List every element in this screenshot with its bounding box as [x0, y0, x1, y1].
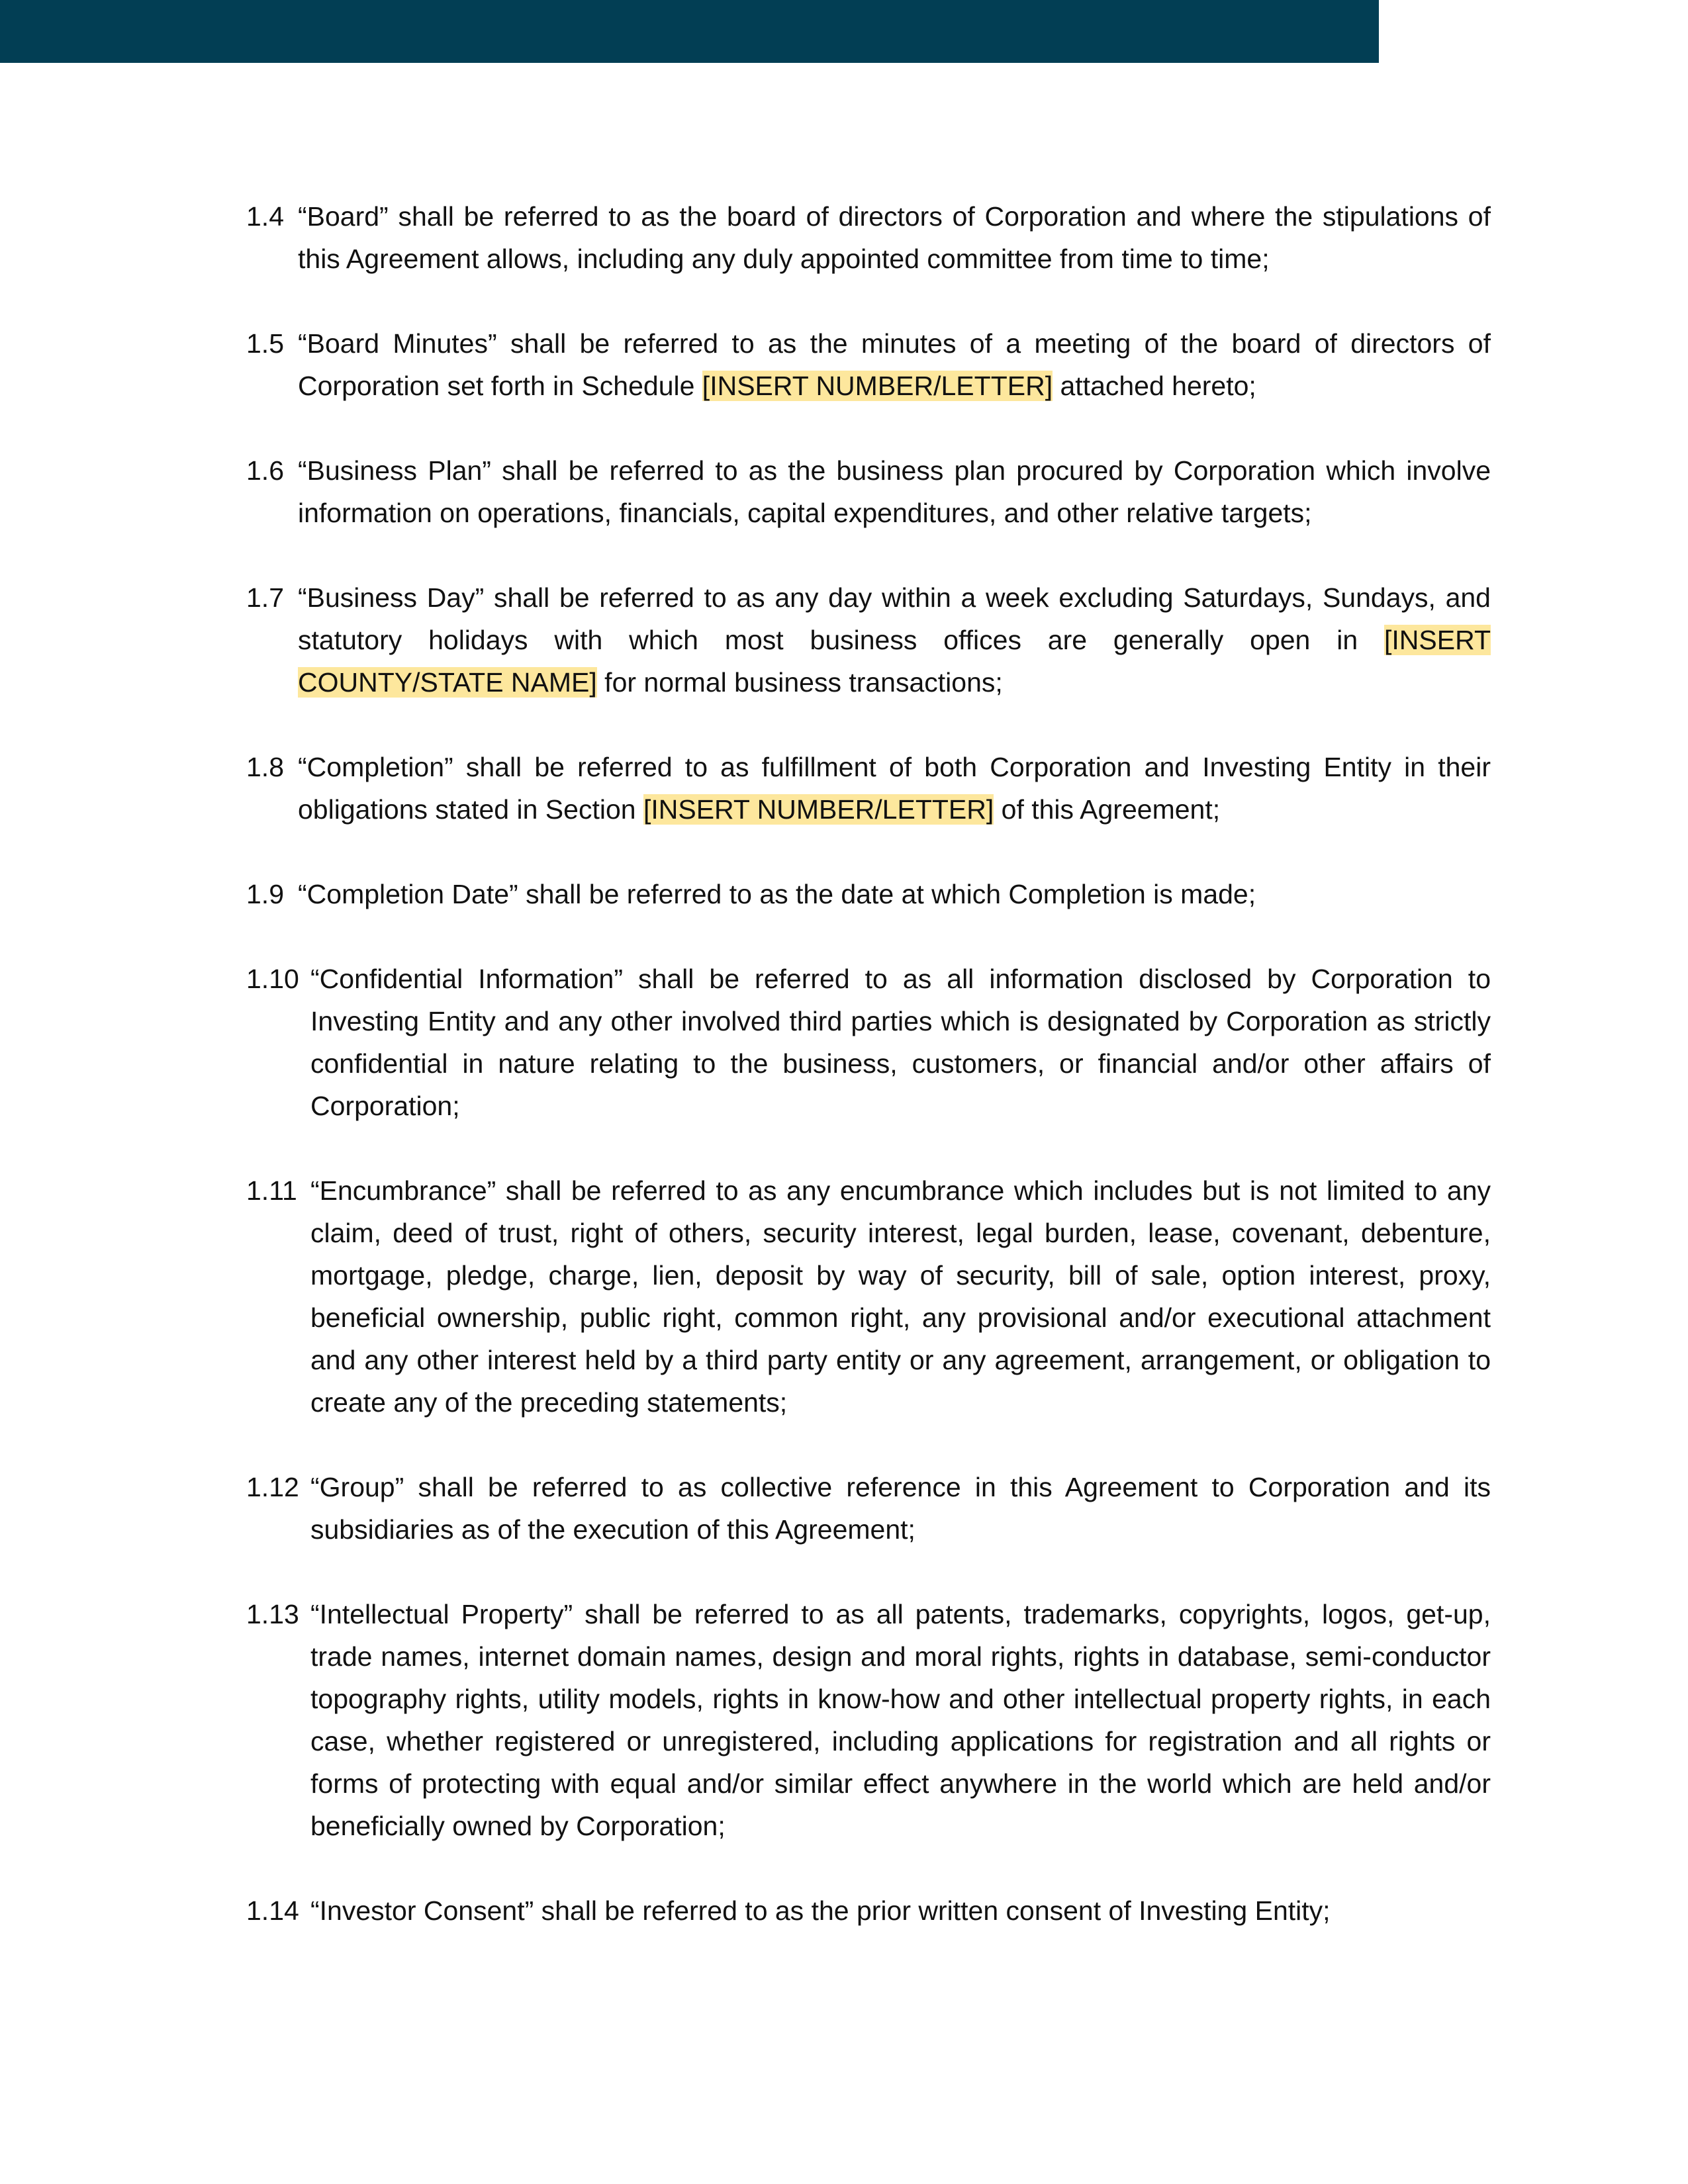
clause-text	[310, 1466, 1491, 1551]
clause-1-11	[246, 1169, 1491, 1424]
clause-text-segment: “Board Minutes” shall be referred to as the minutes of a meeting of the board of directors of Corporation set forth in Schedule	[298, 328, 1491, 401]
clause-1-14	[246, 1889, 1491, 1932]
clause-text-segment: attached hereto;	[1053, 371, 1256, 401]
clause-text	[298, 322, 1491, 407]
clause-text-segment: “Investor Consent” shall be referred to as the prior written consent of Investing Entity;	[310, 1895, 1331, 1926]
placeholder-highlight: [INSERT COUNTY/STATE NAME]	[298, 625, 1491, 698]
clause-text	[310, 958, 1491, 1127]
clause-number: 1.10	[246, 964, 299, 994]
clause-text	[298, 195, 1491, 280]
clause-1-8	[246, 746, 1491, 831]
clause-number: 1.8	[246, 752, 284, 782]
clause-1-7	[246, 576, 1491, 704]
clause-1-13	[246, 1593, 1491, 1847]
clause-number: 1.9	[246, 879, 284, 909]
clause-number: 1.4	[246, 201, 284, 232]
clause-text-segment: “Board” shall be referred to as the board of directors of Corporation and where the stipulations of this Agreement allows, including any duly appointed committee from time to time;	[298, 201, 1491, 274]
clause-number: 1.7	[246, 582, 284, 613]
clause-1-10	[246, 958, 1491, 1127]
clause-text	[298, 576, 1491, 704]
clause-text-segment: “Encumbrance” shall be referred to as any encumbrance which includes but is not limited to any claim, deed of trust, right of others, security interest, legal burden, lease, covenant, debenture, mortgage, pledge, charge, lien, deposit by way of security, bill of sale, option interest, proxy, beneficial ownership, public right, common right, any provisional and/or executional attachment and any other interest held by a third party entity or any agreement, arrangement, or obligation to create any of the preceding statements;	[310, 1175, 1491, 1418]
clause-text-segment: “Business Plan” shall be referred to as the business plan procured by Corporation which involve information on operations, financials, capital expenditures, and other relative targets;	[298, 455, 1491, 528]
clause-text	[310, 1169, 1491, 1424]
clause-text	[298, 746, 1491, 831]
clause-1-9	[246, 873, 1491, 915]
clause-1-4	[246, 195, 1491, 280]
clause-text-segment: “Completion” shall be referred to as fulfillment of both Corporation and Investing Entity in their obligations stated in Section	[298, 752, 1491, 825]
clause-text-segment: of this Agreement;	[994, 794, 1221, 825]
clause-text-segment: “Business Day” shall be referred to as any day within a week excluding Saturdays, Sundays, and statutory holidays with which most business offices are generally open in	[298, 582, 1491, 655]
placeholder-highlight: [INSERT NUMBER/LETTER]	[702, 371, 1053, 401]
clause-text	[310, 1889, 1491, 1932]
clause-1-6	[246, 449, 1491, 534]
clause-number: 1.12	[246, 1472, 299, 1502]
clause-1-12	[246, 1466, 1491, 1551]
clause-text-segment: for normal business transactions;	[596, 667, 1003, 698]
clause-number: 1.6	[246, 455, 284, 486]
clause-number: 1.5	[246, 328, 284, 359]
clause-1-5	[246, 322, 1491, 407]
clause-text-segment: “Intellectual Property” shall be referred to as all patents, trademarks, copyrights, logos, get-up, trade names, internet domain names, design and moral rights, rights in database, semi-conductor topography rights, utility models, rights in know-how and other intellectual property rights, in each case, whether registered or unregistered, including applications for registration and all rights or forms of protecting with equal and/or similar effect anywhere in the world which are held and/or beneficially owned by Corporation;	[310, 1599, 1491, 1841]
clause-text	[298, 873, 1491, 915]
clause-text	[310, 1593, 1491, 1847]
definitions-list	[246, 195, 1491, 1974]
placeholder-highlight: [INSERT NUMBER/LETTER]	[643, 794, 994, 825]
clause-number: 1.13	[246, 1599, 299, 1629]
clause-text	[298, 449, 1491, 534]
clause-text-segment: “Group” shall be referred to as collective reference in this Agreement to Corporation and its subsidiaries as of the execution of this Agreement;	[310, 1472, 1491, 1545]
clause-text-segment: “Confidential Information” shall be referred to as all information disclosed by Corporation to Investing Entity and any other involved third parties which is designated by Corporation as strictly confidential in nature relating to the business, customers, or financial and/or other affairs of Corporation;	[310, 964, 1491, 1121]
clause-text-segment: “Completion Date” shall be referred to as the date at which Completion is made;	[298, 879, 1256, 909]
header-bar	[0, 0, 1379, 63]
clause-number: 1.11	[246, 1175, 297, 1206]
clause-number: 1.14	[246, 1895, 299, 1926]
